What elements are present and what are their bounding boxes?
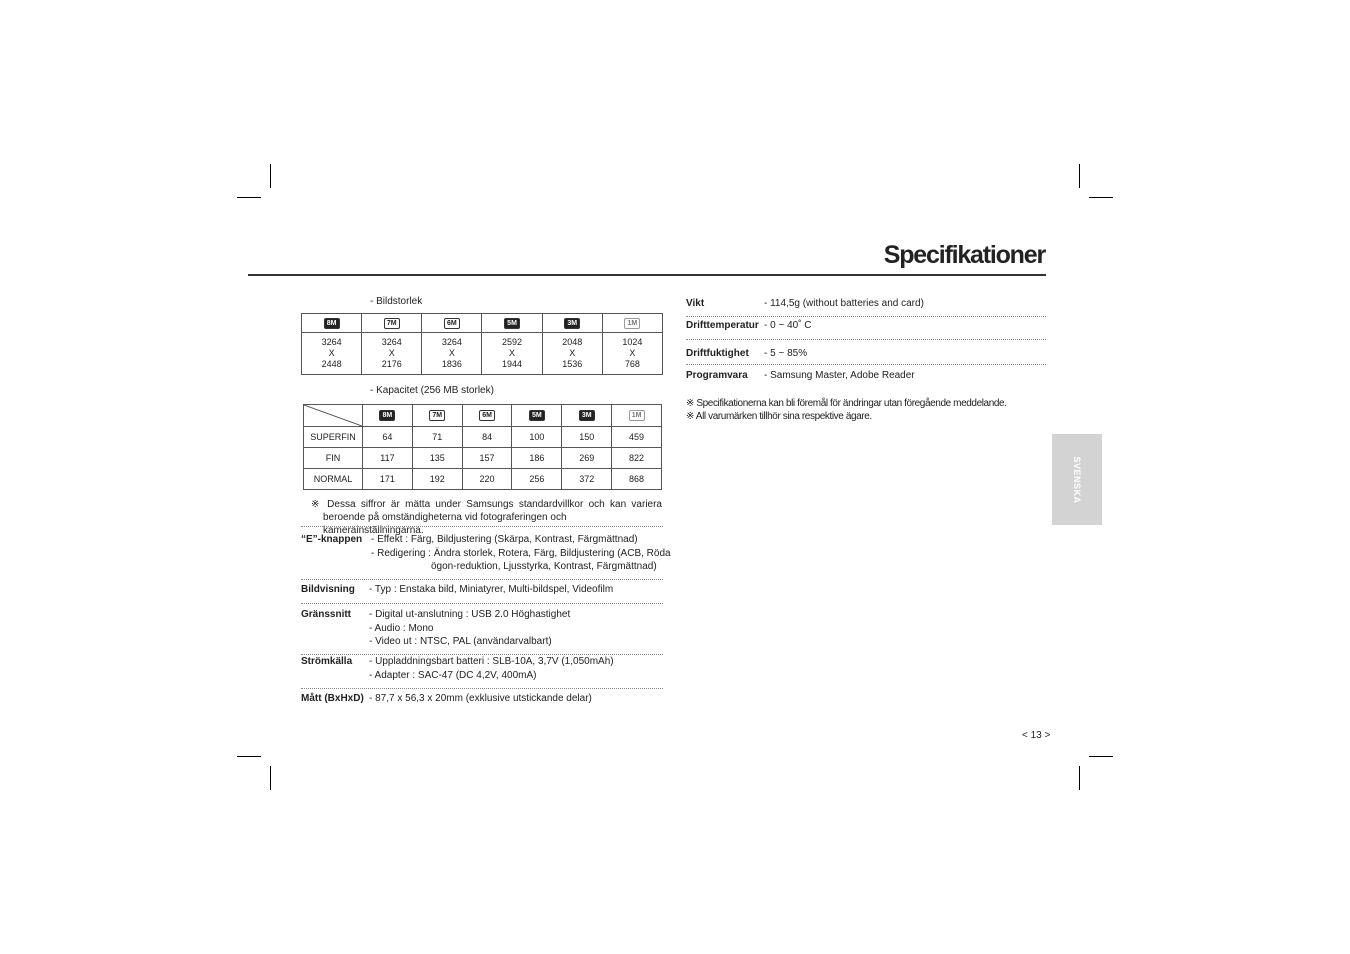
capacity-cell: 269 (562, 448, 612, 469)
size-cell: 3264 X 2176 (362, 333, 422, 375)
size-cell: 2048 X 1536 (542, 333, 602, 375)
size-icon-7m: 7M (362, 314, 422, 333)
divider (686, 339, 1046, 340)
capacity-cell: 84 (462, 427, 512, 448)
divider (301, 579, 663, 580)
capacity-table (303, 404, 662, 490)
capacity-cell: 150 (562, 427, 612, 448)
size-icon-6m: 6M (422, 314, 482, 333)
image-size-label: - Bildstorlek (370, 296, 423, 307)
capacity-cell: 868 (612, 469, 662, 490)
title-divider (248, 274, 1046, 276)
crop-mark (1089, 756, 1113, 757)
crop-mark (1079, 164, 1080, 188)
capacity-note: ※ Dessa siffror är mätta under Samsungs standardvillkor och kan variera beroende på omständigheterna vid fotograferingen och kamerainställningarna. (311, 499, 662, 536)
crop-mark (237, 197, 261, 198)
spec-notes: ※ Specifikationerna kan bli föremål för ändringar utan föregående meddelande. ※ All varumärken tillhör sina respektive ägare. (686, 398, 1007, 422)
size-icon-3m: 3M (542, 314, 602, 333)
divider (301, 603, 663, 604)
crop-mark (1089, 197, 1113, 198)
capacity-cell: 100 (512, 427, 562, 448)
size-icon-5m: 5M (482, 314, 542, 333)
quality-label: SUPERFIN (304, 427, 363, 448)
op-temp-value: - 0 ~ 40˚ C (764, 320, 812, 331)
capacity-cell: 157 (462, 448, 512, 469)
e-button-key: “E”-knappen (301, 534, 363, 545)
divider (301, 688, 663, 689)
size-cell: 1024 X 768 (602, 333, 662, 375)
playback-key: Bildvisning (301, 584, 355, 595)
capacity-cell: 220 (462, 469, 512, 490)
page-title: Specifikationer (883, 241, 1045, 269)
op-temp-key: Drifttemperatur (686, 320, 759, 331)
weight-key: Vikt (686, 298, 705, 309)
capacity-cell: 135 (412, 448, 462, 469)
crop-mark (270, 766, 271, 790)
quality-label: FIN (304, 448, 363, 469)
language-tab (1052, 434, 1102, 525)
diagonal-header-cell (304, 405, 363, 427)
size-icon-8m: 8M (302, 314, 362, 333)
capacity-cell: 192 (412, 469, 462, 490)
table-row (304, 469, 662, 490)
size-cell: 3264 X 1836 (422, 333, 482, 375)
size-cell: 2592 X 1944 (482, 333, 542, 375)
diagonal-line (304, 405, 362, 426)
capacity-cell: 372 (562, 469, 612, 490)
capacity-cell: 459 (612, 427, 662, 448)
capacity-icon-5m: 5M (512, 405, 562, 427)
size-cell: 3264 X 2448 (302, 333, 362, 375)
crop-mark (237, 756, 261, 757)
quality-label: NORMAL (304, 469, 363, 490)
page-number: < 13 > (1022, 730, 1051, 741)
capacity-icon-1m: 1M (612, 405, 662, 427)
capacity-cell: 256 (512, 469, 562, 490)
divider (686, 316, 1046, 317)
weight-value: - 114,5g (without batteries and card) (764, 298, 924, 309)
capacity-icon-7m: 7M (412, 405, 462, 427)
language-tab-label: SVENSKA (1072, 455, 1082, 504)
table-row (304, 448, 662, 469)
power-value: - Uppladdningsbart batteri : SLB-10A, 3,7V (1,050mAh) - Adapter : SAC-47 (DC 4,2V, 400mA) (369, 656, 614, 681)
capacity-cell: 171 (363, 469, 413, 490)
capacity-cell: 186 (512, 448, 562, 469)
capacity-cell: 64 (363, 427, 413, 448)
capacity-icon-6m: 6M (462, 405, 512, 427)
divider (686, 364, 1046, 365)
capacity-label: - Kapacitet (256 MB storlek) (370, 385, 494, 396)
software-value: - Samsung Master, Adobe Reader (764, 370, 915, 381)
crop-mark (270, 164, 271, 188)
capacity-cell: 117 (363, 448, 413, 469)
table-row (304, 427, 662, 448)
op-humidity-value: - 5 ~ 85% (764, 348, 808, 359)
interface-key: Gränssnitt (301, 609, 352, 620)
capacity-cell: 71 (412, 427, 462, 448)
e-button-value: - Effekt : Färg, Bildjustering (Skärpa, Kontrast, Färgmättnad) - Redigering : Ändra storlek, Rotera, Färg, Bildjustering (ACB, Röda ögon-reduktion, Ljusstyrka, Kontrast, Färgmättnad) (371, 534, 671, 572)
crop-mark (1079, 766, 1080, 790)
capacity-icon-3m: 3M (562, 405, 612, 427)
software-key: Programvara (686, 370, 748, 381)
dimensions-key: Mått (BxHxD) (301, 693, 364, 704)
divider (301, 526, 663, 527)
playback-value: - Typ : Enstaka bild, Miniatyrer, Multi-bildspel, Videofilm (369, 584, 614, 595)
size-icon-1m: 1M (602, 314, 662, 333)
power-key: Strömkälla (301, 656, 353, 667)
dimensions-value: - 87,7 x 56,3 x 20mm (exklusive utstickande delar) (369, 693, 592, 704)
op-humidity-key: Driftfuktighet (686, 348, 749, 359)
image-size-table (301, 313, 663, 375)
capacity-icon-8m: 8M (363, 405, 413, 427)
interface-value: - Digital ut-anslutning : USB 2.0 Höghastighet - Audio : Mono - Video ut : NTSC, PAL (användarvalbart) (369, 609, 571, 647)
capacity-cell: 822 (612, 448, 662, 469)
